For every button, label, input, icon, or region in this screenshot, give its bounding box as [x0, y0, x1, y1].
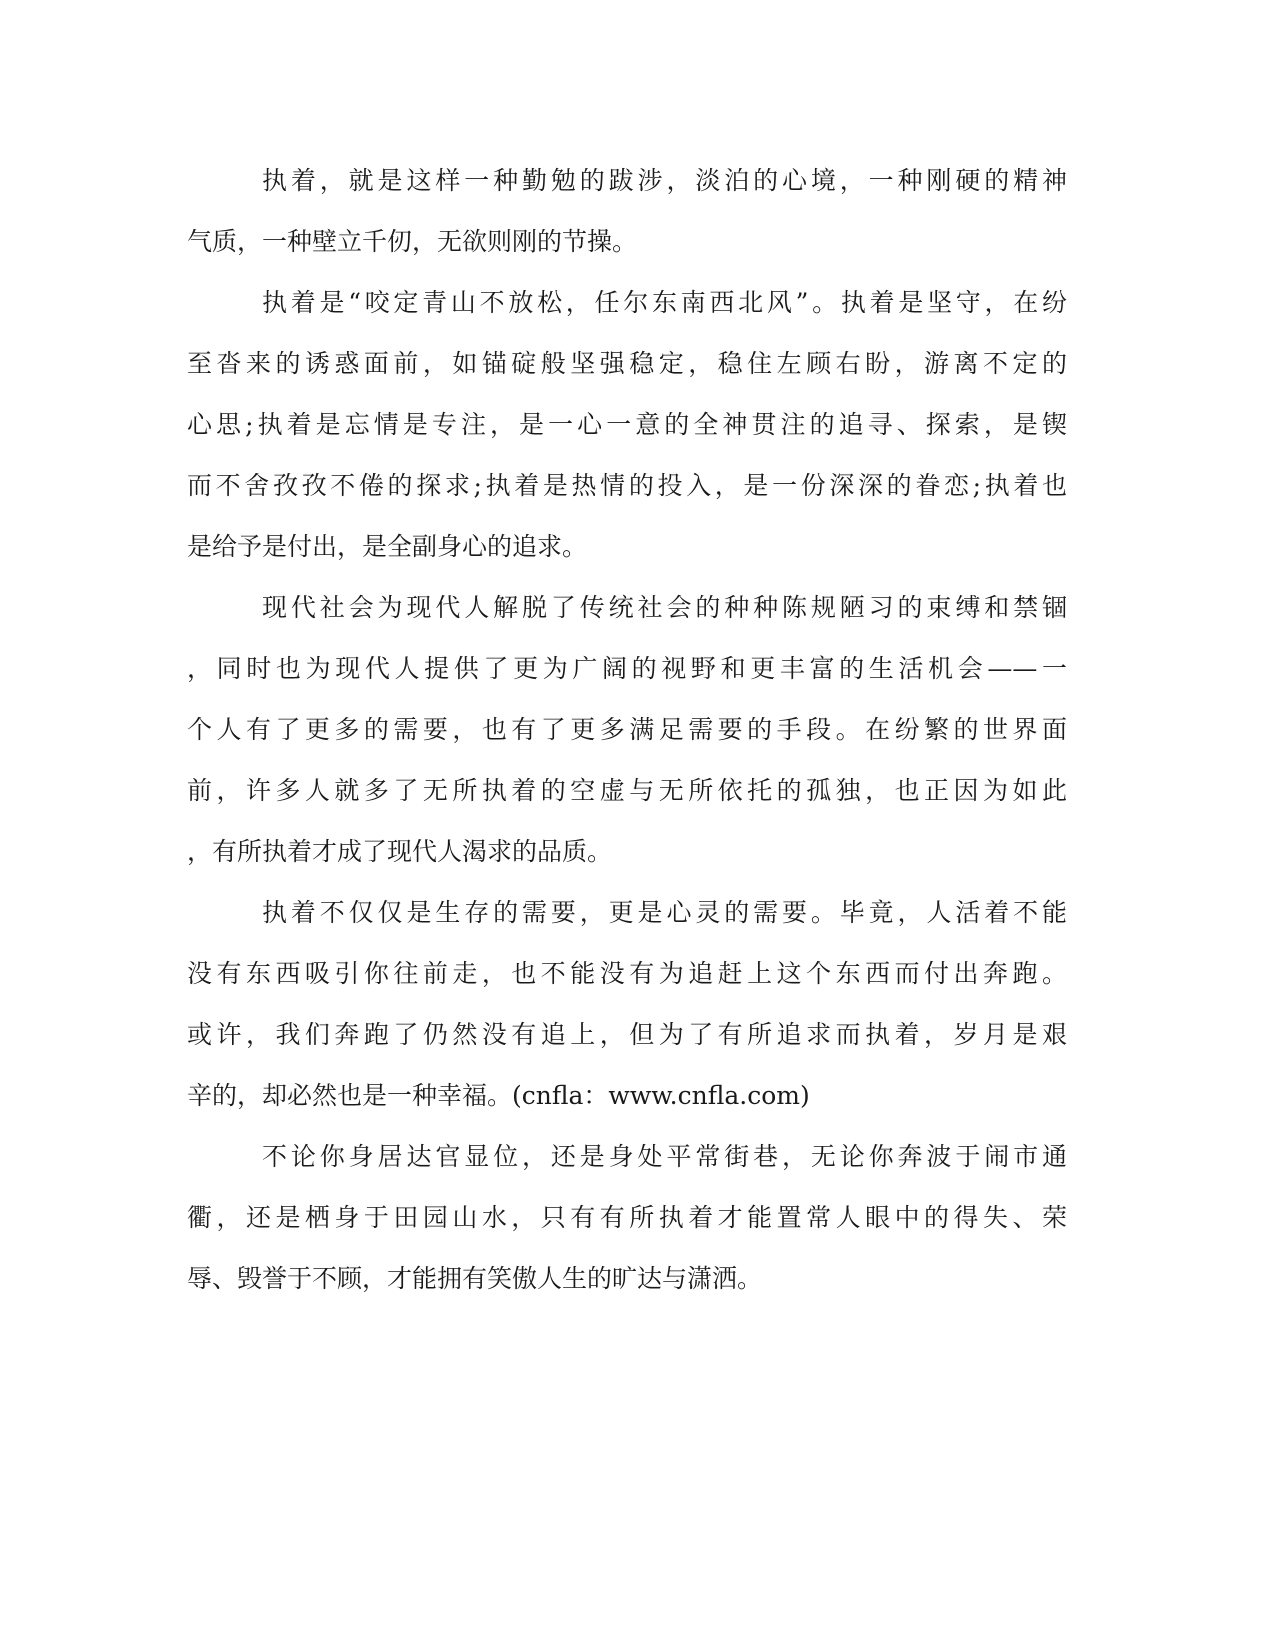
paragraph-line: 个人有了更多的需要，也有了更多满足需要的手段。在纷繁的世界面 — [187, 715, 1067, 744]
paragraph-line: 或许，我们奔跑了仍然没有追上，但为了有所追求而执着，岁月是艰 — [187, 1020, 1067, 1049]
paragraph-2 — [187, 272, 1067, 577]
paragraph-line: 前，许多人就多了无所执着的空虚与无所依托的孤独，也正因为如此 — [187, 776, 1067, 805]
paragraph-line: 不论你身居达官显位，还是身处平常街巷，无论你奔波于闹市通 — [262, 1142, 1067, 1171]
paragraph-line: 没有东西吸引你往前走，也不能没有为追赶上这个东西而付出奔跑。 — [187, 959, 1067, 988]
paragraph-line: 执着不仅仅是生存的需要，更是心灵的需要。毕竟，人活着不能 — [262, 898, 1067, 927]
paragraph-line: 辱、毁誉于不顾，才能拥有笑傲人生的旷达与潇洒。 — [187, 1264, 763, 1293]
paragraph-5 — [187, 1126, 1067, 1309]
paragraph-line: 执着，就是这样一种勤勉的跋涉，淡泊的心境，一种刚硬的精神 — [262, 166, 1067, 195]
paragraph-line: 是给予是付出，是全副身心的追求。 — [187, 532, 588, 561]
paragraph-line: ，同时也为现代人提供了更为广阔的视野和更丰富的生活机会——一 — [187, 654, 1067, 683]
paragraph-line: 现代社会为现代人解脱了传统社会的种种陈规陋习的束缚和禁锢 — [262, 593, 1067, 622]
paragraph-line: 而不舍孜孜不倦的探求;执着是热情的投入，是一份深深的眷恋;执着也 — [187, 471, 1067, 500]
paragraph-3 — [187, 577, 1067, 882]
paragraph-line: 辛的，却必然也是一种幸福。(cnfla：www.cnfla.com) — [187, 1081, 810, 1110]
paragraph-4 — [187, 882, 1067, 1126]
document-body — [187, 150, 1067, 1309]
paragraph-line: 气质，一种壁立千仞，无欲则刚的节操。 — [187, 227, 638, 256]
paragraph-1 — [187, 150, 1067, 272]
paragraph-line: 衢，还是栖身于田园山水，只有有所执着才能置常人眼中的得失、荣 — [187, 1203, 1067, 1232]
paragraph-line: 至沓来的诱惑面前，如锚碇般坚强稳定，稳住左顾右盼，游离不定的 — [187, 349, 1067, 378]
paragraph-line: 心思;执着是忘情是专注，是一心一意的全神贯注的追寻、探索，是锲 — [187, 410, 1067, 439]
paragraph-line: ，有所执着才成了现代人渴求的品质。 — [187, 837, 613, 866]
paragraph-line: 执着是“咬定青山不放松，任尔东南西北风”。执着是坚守，在纷 — [262, 288, 1067, 317]
